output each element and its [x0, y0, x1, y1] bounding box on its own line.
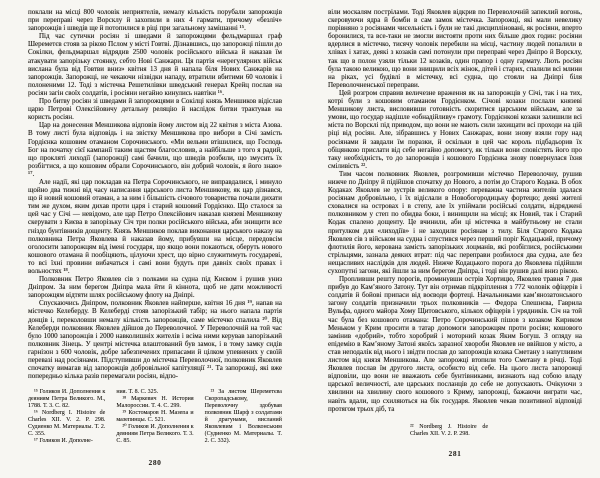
page-right: [328, 8, 582, 478]
page-right-body: [328, 8, 582, 413]
paragraph: поклали на місці 800 чоловік неприятелів, немалу кількість порубали запорожців при переправі через Ворсклу й захопили в них 4 гармати, причому «безліч» запорожців і шведів ще й потопилися в ріці при загальному замішанні ¹⁵.: [28, 8, 282, 33]
paragraph: Про битву росіян зі шведами й запорожцями в Сокілці князь Меншиков відіслав царю Петрові Олексійовичу детальну реляцію й наслідок битви трактував на користь росіян.: [28, 97, 282, 122]
footnote: ²¹ За листом Шереметєва Скоропадському, Переволочну здобував полковник Шарф з солдатами й драгунами, висланий Яковлевим і Волконським (Судиенко М. Материалы. Т. 2. С. 332).: [204, 389, 282, 445]
paragraph: Але надії, які цар покладав на Петра Сорочинського, не виправдалися, і минуло щойно два тижні від часу написання царського листа Меншикову, як цар дізнався, що й новий кошовий отаман, а за ним і більшість січового товариства почали дихати тим же духом, яким дихав проти царя і старий кошовий Гордієнко. Що сталося за цей час у Січі — невідомо, але цар Петро Олексійович наказав князеві Меншикову скерувати з Києва в запорізьку Січ три полки російського війська, аби знищити все гніздо бунтівників дощенту. Князь Меншиков поклав виконання царського наказу на полковника Петра Яковлева й наказав йому, прибувши на місце, передовсім оголосити запорожцям від імені государя, що якщо вони покаються, оберуть нового кошового отамана й пообіцяють, цілуючи хрест, що вірно служитимуть государеві, то всі їхні провини вибачаться і самі вони будуть при давніх своїх правах і вольностях ¹⁸.: [28, 177, 282, 275]
footnote: ¹⁵ Голиков И. Дополнения к деяниям Петра Великого. М., 1788. Т. 3. С. 82.: [28, 389, 106, 410]
paragraph: Пропливши решту порогів, проминувши острів Хортицю, Яковлев травня 7 дня прибув до Кам’яного Затону. Тут він отримав підкріплення з 772 чоловік офіцерів і солдатів й бойові припаси від воєводи фортеці. Начальниками кам’янозатонського загону солдатів призначили трьох полковників — Федора Спешнєва, Гаврила Вульфа, одного майора Хому Щитовського, кількох офіцерів і урядників. Січ на той час була без кошового отамана: Петро Сорочинський пішов з козаком Кириком Меньком у Крим просити в татар допомоги запорожцям проти росіян; кошового замінив «добрий», тобто хоробрий і моторний козак Яким Богуш. З огляду на епідемію в Кам’яному Затоні якоїсь заразної хвороби Яковлев не ввійшов у місто, а став неподалік від нього і звідти послав до запорожців козака Сметану з напутливим листом від князя Меншикова. Але запорожці втопили того Сметану в річці. Тоді Яковлев послав їм другого листа, особисто від себе. На цього листа запорожці відповіли, що вони не вважають себе бунтівниками, визнають над собою владу царської величності, але царських посланців до себе не допускають. Очікуючи з хвилини на хвилину свого кошового з Криму, запорожці, бажаючи виграти час, навіть вдали, що схиляються на бік государя. Яковлев чекав позитивної відповіді протягом трьох діб, та: [328, 275, 582, 413]
page-left: [28, 8, 282, 478]
paragraph: Під час сутички росіян зі шведами й запорожцями фельдмаршал граф Шереметєв стояв за рікою Пслом у місті Говтві. Дізнавшись, що запорожці пішли до Сокілки, фельдмаршал відрядив 2500 чоловік російського війська й наказав їм атакувати запорізьку стоянку, себто Нові Санжари. Ця партія «нерегулярних військ вислана була від Говтви вниз» квітня 13 дня й напала біля Нових Санжарів на запорожців. Запорожці, не чекаючи нізвідки нападу, втратили вбитими 60 чоловік і полоненими 12. Тоді з містечка Решетилівки шведський генерал Крейц послав на росіян загін своїх солдатів, і росіяни негайно кинулись навтіки ¹⁶.: [28, 32, 282, 97]
paragraph: Полковник Петро Яковлев сів з полками на судна під Києвом і рушив униз Дніпром. За ним берегом Дніпра мала йти й кіннота, щоб не дати можливості запорожцям відтяти шлях російському флоту на Дніпрі.: [28, 275, 282, 300]
footnote-column: [28, 389, 105, 445]
footnote: ¹⁸ Маркевич Н. История Малороссии. Т. 4. С. 299.: [116, 396, 194, 410]
footnote: ²² Nordberg J. Histoire de Charles XII. V. 2. P. 298.: [410, 423, 488, 437]
page-number-right: 281: [448, 448, 462, 458]
footnote: ¹⁶ Nordberg I. Histoire de Charles XII. V. 2. P. 298. Судиенко М. Материалы. Т. 2. С. 355.: [28, 410, 106, 438]
footnote-column: [116, 389, 193, 445]
paragraph: Цей розгром справив величезне враження як на запорожців у Січі, так і на тих, котрі були з кошовим отаманом Гордієнком. Січові козаки послали князеві Меншикову листа, висловивши готовність скоритися царським військам, але за умови, що государ надішле «обнадійливу» грамоту. Гордієнкові козаки залишили всі міста по Ворсклі під приводом, що вони не мають сили захищати всі проходи на цій ріці від росіян. Але, зібравшись у Нових Санжарах, вони знову взяли гору над росіянами й завдали їм поразки, й оскільки в цей час король підбадьорив їх обіцянкою прислати від себе негайно допомогу, як тільки вони сповістять його про таку необхідність, то до запорожців і кошового Гордієнка знову повернулася їхня сміливість ²².: [328, 88, 582, 170]
paragraph: Тим часом полковник Яковлев, розгромивши містечко Переволочну, рушив нижче по Дніпру й підійшов спочатку до Нового, а потім до Старого Кодака. В обох Кодаках Яковлев не зустрів великого опору: переважна частина жителів здалася росіянам добровільно, і їх відіслали в Новобогородицьку фортецю; деякі жителі сховалися на островах і в степу, але їх упіймали російські солдати, відряджені полковником у степ по обидва боки, і винищили на місці; як Новий, так і Старий Кодак спалено дощенту. Це вчинили, аби ці містечка в майбутньому не стали притулком для «лиходіїв» і не заходили росіянам з тилу. Біля Старого Кодака Яковлев сів з військом на судна і спустився через перший поріг Кодацький, причому флотилія його, керована замість запорізьких лоцманів, які розбіглися, російськими стрільцями, зазнала деяких втрат: під час переправи розбилося два судна, але без нещасливих наслідків для людей. Нижче Кодацького порога до Яковлева підійшли сухопутні загони, які йшли за ним берегом Дніпра, і тоді він рушив далі вниз рікою.: [328, 169, 582, 275]
footnote-column: [205, 389, 282, 445]
paragraph: Спускаючись Дніпром, полковник Яковлев найперше, квітня 16 дня ¹⁹, напав на містечко Келеберду. В Келеберді стояв запорізький табір; на нього напала партія донців і, переколовши немалу кількість запорожців, саме містечко спалила ²⁰. Від Келеберди полковник Яковлев дійшов до Переволочної. У Переволочній на той час було 1000 запорожців і 2000 навколишніх жителів і всіма ними керував запорізький полковник Зінець. У центрі містечка влаштований був замок, і в тому замку сидів гарнізон з 600 чоловік, добре забезпечених припасами й цілком упевнених у своїй перевазі над росіянами. Підступивши до містечка Переволочної, полковник Яковлев спочатку вимагав від запорожців добровільної капітуляції ²¹. Та запорожці, які вже попередньо кілька разів перемагали росіян, відпо-: [28, 299, 282, 381]
footnote: ¹⁹ Костомаров Н. Мазепа и мазепинцы. С. 521.: [116, 410, 194, 424]
footnote: ²⁰ Голиков И. Дополнения к деяниям Петра Великого. Т. 3. С. 85.: [116, 424, 194, 445]
footnote: ¹⁷ Голиков И. Дополне-: [34, 438, 93, 445]
page-number-left: 280: [148, 458, 162, 468]
paragraph: Цар на донесення Меншикова відповів йому листом від 22 квітня з міста Азова. В тому листі була відповідь і на звістку Меншикова про вибори в Січі замість Гордієнка кошовим отаманом Сорочинського. «Ми вельми втішилися, що Господь Бог на початку сієї кампанії таким щастям благословив, а найбільше з того я радий, що прокляті лиходії (запорожці) самі бачили, що шведів розбили, що змусить їх розбігтися, а що кошовим обрали Сорочинського, він добрий чоловік, я його знаю» ¹⁷.: [28, 121, 282, 178]
footnote-continuation: ния. Т. 8. С. 325.: [116, 389, 159, 396]
paragraph: віли москалям пострілами. Тоді Яковлев відкрив по Переволочній запеклий вогонь, скеровуючи ядра й бомби в сам замок містечка. Запорожці, які мали невелику порівняно з росіянами чисельність і були не такі дисципліновані, як росіяни, вперто боронилися, та все-таки не змогли вистояти проти них більше двох годин: росіяни вдерлися в містечко, тисячу чоловік перебили на місці, частину людей попалили в хлівах і хатах, деякі з козаків самі потонули при переправі через Дніпро й Ворсклу, так що в полон узяли тільки 12 козаків, один прапор і одну гармату. Лють росіян була такою великою, що вони знищили всіх жінок, дітей і старих, спалили всі млини на ріках, усі будівлі в містечку, всі судна, що стояли на Дніпрі біля Переволочненської переправи.: [328, 8, 582, 89]
page-left-body: [28, 8, 282, 380]
footnotes-left: [28, 389, 282, 445]
